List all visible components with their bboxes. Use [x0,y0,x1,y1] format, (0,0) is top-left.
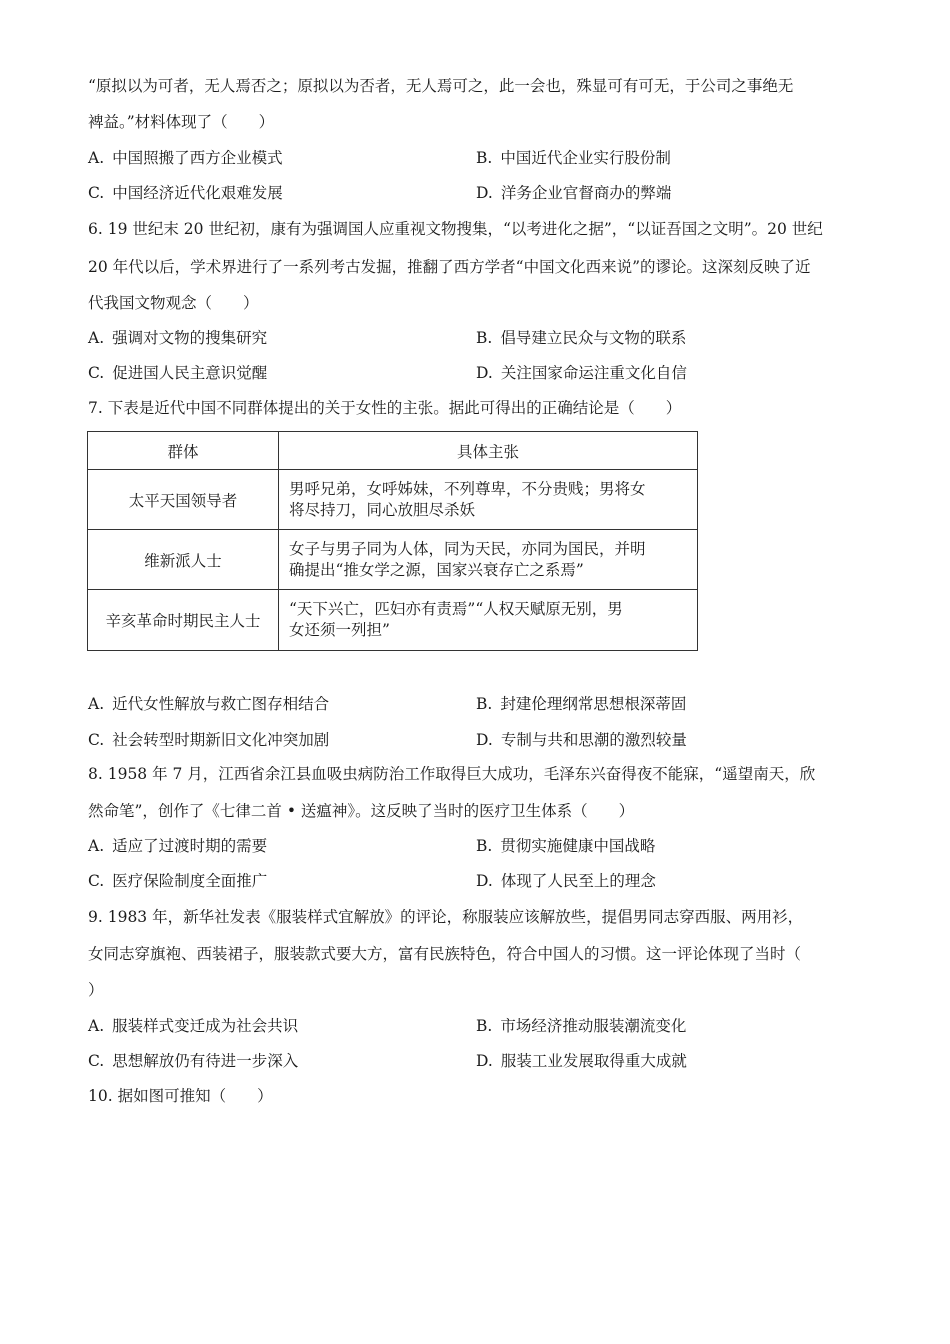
option-letter: C. [88,184,105,202]
option-text: 中国经济近代化艰难发展 [112,184,283,202]
option-text: 中国照搬了西方企业模式 [112,149,283,167]
option-letter: D. [476,872,493,890]
q7-table [87,431,698,651]
q6-option-a[interactable] [88,328,267,348]
q5-option-c[interactable] [88,183,283,203]
q7-option-a[interactable] [88,694,329,714]
option-letter: C. [88,364,105,382]
q6-stem-line-3: 代我国文物观念（ ） [88,294,259,312]
option-letter: A. [88,837,105,855]
q9-stem-line-1: 9. 1983 年，新华社发表《服装样式宜解放》的评论，称服装应该解放些，提倡男同志穿西服、两用衫， [88,908,804,926]
option-text: 服装工业发展取得重大成就 [500,1052,687,1070]
table-cell-group: 辛亥革命时期民主人士 [88,590,279,651]
option-letter: D. [476,731,493,749]
option-text: 洋务企业官督商办的弊端 [500,184,672,202]
q9-option-a[interactable] [88,1016,298,1036]
q5-material-line-2: 裨益。”材料体现了（ ） [88,113,275,131]
q10-stem: 10. 据如图可推知（ ） [88,1087,273,1105]
option-text: 医疗保险制度全面推广 [112,872,268,890]
table-header-group: 群体 [88,432,279,470]
option-letter: B. [476,149,493,167]
option-letter: C. [88,1052,105,1070]
claim-line: 男呼兄弟，女呼姊妹，不列尊卑，不分贵贱；男将女 [289,479,646,498]
option-letter: B. [476,329,493,347]
option-text: 服装样式变迁成为社会共识 [112,1017,299,1035]
option-text: 近代女性解放与救亡图存相结合 [112,695,330,713]
table-cell-claim [279,590,698,651]
q9-option-c[interactable] [88,1051,298,1071]
q8-option-c[interactable] [88,871,267,891]
q6-option-d[interactable] [476,363,687,383]
claim-line: 将尽持刀，同心放胆尽杀妖 [289,500,476,519]
table-row [88,590,698,651]
option-letter: A. [88,329,105,347]
option-text: 社会转型时期新旧文化冲突加剧 [112,731,330,749]
q6-option-b[interactable] [476,328,686,348]
table-row [88,530,698,590]
table-header-row [88,432,698,470]
q6-stem-line-1: 6. 19 世纪末 20 世纪初，康有为强调国人应重视文物搜集，“以考进化之据”，“以证吾国之文明”。20 世纪 [88,220,823,238]
q9-stem-line-3: ） [88,981,104,999]
claim-line: 确提出“推女学之源，国家兴衰存亡之系焉” [289,560,584,579]
q5-option-a[interactable] [88,148,283,168]
q7-stem: 7. 下表是近代中国不同群体提出的关于女性的主张。据此可得出的正确结论是（ ） [88,399,682,417]
q7-option-b[interactable] [476,694,686,714]
q9-stem-line-2: 女同志穿旗袍、西装裙子，服装款式要大方，富有民族特色，符合中国人的习惯。这一评论体现了当时（ [88,945,802,963]
option-text: 封建伦理纲常思想根深蒂固 [500,695,687,713]
q8-option-a[interactable] [88,836,267,856]
option-letter: A. [88,1017,105,1035]
option-text: 专制与共和思潮的激烈较量 [500,731,687,749]
table-cell-group: 太平天国领导者 [88,470,279,530]
table-cell-claim [279,470,698,530]
q8-option-b[interactable] [476,836,655,856]
claim-line: 女还须一列担” [289,621,390,639]
option-text: 促进国人民主意识觉醒 [112,364,268,382]
q9-option-b[interactable] [476,1016,686,1036]
option-text: 关注国家命运注重文化自信 [500,364,687,382]
option-text: 贯彻实施健康中国战略 [500,837,656,855]
q8-option-d[interactable] [476,871,656,891]
option-letter: C. [88,872,105,890]
option-text: 适应了过渡时期的需要 [112,837,268,855]
q5-option-b[interactable] [476,148,671,168]
q5-option-d[interactable] [476,183,671,203]
claim-line: “天下兴亡，匹妇亦有责焉”“人权天赋原无别，男 [289,600,623,618]
q9-option-d[interactable] [476,1051,687,1071]
option-letter: A. [88,149,105,167]
table-row [88,470,698,530]
q7-option-d[interactable] [476,730,687,750]
q8-stem-line-1: 8. 1958 年 7 月，江西省余江县血吸虫病防治工作取得巨大成功，毛泽东兴奋得夜不能寐，“遥望南天，欣 [88,765,816,783]
table-header-claim: 具体主张 [279,432,698,470]
q8-stem-line-2: 然命笔”，创作了《七律二首 • 送瘟神》。这反映了当时的医疗卫生体系（ ） [88,802,635,820]
q6-stem-line-2: 20 年代以后，学术界进行了一系列考古发掘，推翻了西方学者“中国文化西来说”的谬论。这深刻反映了近 [88,258,811,276]
option-letter: B. [476,837,493,855]
option-text: 体现了人民至上的理念 [500,872,656,890]
option-text: 中国近代企业实行股份制 [500,149,671,167]
option-text: 思想解放仍有待进一步深入 [112,1052,299,1070]
option-letter: A. [88,695,105,713]
table-cell-group: 维新派人士 [88,530,279,590]
q7-option-c[interactable] [88,730,329,750]
option-letter: B. [476,1017,493,1035]
option-text: 强调对文物的搜集研究 [112,329,268,347]
option-letter: D. [476,1052,493,1070]
q6-option-c[interactable] [88,363,267,383]
table-cell-claim [279,530,698,590]
option-letter: C. [88,731,105,749]
q5-material-line-1: “原拟以为可者，无人焉否之；原拟以为否者，无人焉可之，此一会也，殊显可有可无，于公司之事绝无 [88,77,794,95]
option-letter: D. [476,184,493,202]
claim-line: 女子与男子同为人体，同为天民，亦同为国民，并明 [289,539,646,558]
option-letter: B. [476,695,493,713]
option-text: 市场经济推动服装潮流变化 [500,1017,687,1035]
option-text: 倡导建立民众与文物的联系 [500,329,687,347]
option-letter: D. [476,364,493,382]
